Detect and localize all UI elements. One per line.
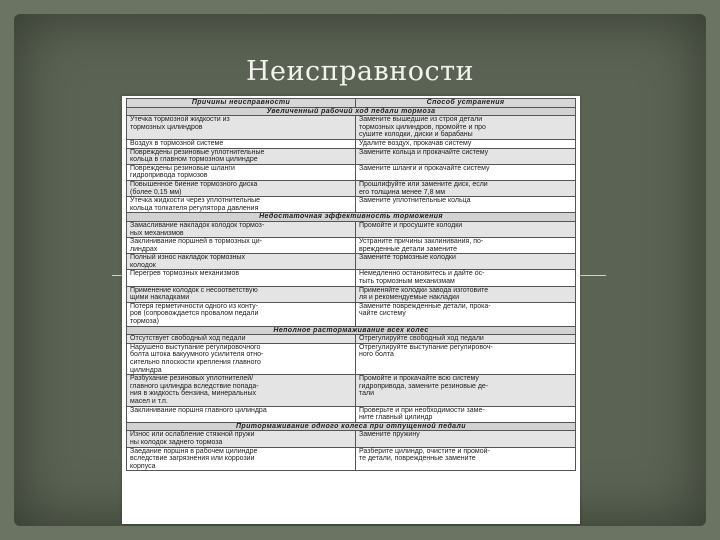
left-divider-line <box>112 275 122 276</box>
remedy-cell: Замените вышедшие из строя детали тормозных цилиндров, промойте и про сушите колодки, диски и барабаны <box>356 116 576 140</box>
cause-cell: Утечка жидкости через уплотнительные кольца толкателя регулятора давления <box>127 197 356 213</box>
table-row <box>127 431 576 447</box>
cause-cell: Применение колодок с несоответствую щими накладками <box>127 286 356 302</box>
faults-table <box>126 98 576 471</box>
cause-cell: Перегрев тормозных механизмов <box>127 270 356 286</box>
slide-title: Неисправности <box>245 56 475 87</box>
cause-cell: Повреждены резиновые шланги гидропривода тормозов <box>127 164 356 180</box>
table-row <box>127 406 576 422</box>
cause-cell: Заедание поршня в рабочем цилиндре вследствие загрязнения или коррозии корпуса <box>127 447 356 471</box>
remedy-cell: Промойте и просушите колодки <box>356 221 576 237</box>
remedy-cell: Разберите цилиндр, очистите и промой- те детали, поврежденные замените <box>356 447 576 471</box>
section-title: Неполное растормаживание всех колес <box>127 326 576 335</box>
remedy-cell: Проверьте и при необходимости заме- ните главный цилиндр <box>356 406 576 422</box>
cause-cell: Потеря герметичности одного из конту- ров (сопровождается провалом педали тормоза) <box>127 302 356 326</box>
cause-cell: Утечка тормозной жидкости из тормозных цилиндров <box>127 116 356 140</box>
table-row <box>127 375 576 406</box>
remedy-cell: Промойте и прокачайте всю систему гидропривода, замените резиновые де- тали <box>356 375 576 406</box>
remedy-cell: Замените поврежденные детали, прока- чайте систему <box>356 302 576 326</box>
cause-cell: Разбухание резиновых уплотнителей/ главного цилиндра вследствие попада- ния в жидкость бензина, минеральных масел и т.п. <box>127 375 356 406</box>
table-row <box>127 286 576 302</box>
remedy-cell: Устраните причины заклинивания, по- врежденные детали замените <box>356 238 576 254</box>
cause-cell: Заклинивание поршней в тормозных ци- линдрах <box>127 238 356 254</box>
cause-cell: Нарушено выступание регулировочного болта штока вакуумного усилителя отно- сительно плоскости крепления главного цилиндра <box>127 343 356 374</box>
section-header-row <box>127 107 576 116</box>
column-header-remedy: Способ устранения <box>356 99 576 108</box>
table-row <box>127 221 576 237</box>
section-title: Притормаживание одного колеса при отпущенной педали <box>127 422 576 431</box>
remedy-cell: Замените тормозные колодки <box>356 254 576 270</box>
remedy-cell: Замените уплотнительные кольца <box>356 197 576 213</box>
section-header-row <box>127 213 576 222</box>
cause-cell: Полный износ накладок тормозных колодок <box>127 254 356 270</box>
cause-cell: Износ или ослабление стяжной пружи ны колодок заднего тормоза <box>127 431 356 447</box>
remedy-cell: Прошлифуйте или замените диск, если его толщина менее 7,8 мм <box>356 180 576 196</box>
table-row <box>127 139 576 148</box>
table-row <box>127 447 576 471</box>
section-title: Увеличенный рабочий ход педали тормоза <box>127 107 576 116</box>
table-row <box>127 335 576 344</box>
table-row <box>127 343 576 374</box>
table-row <box>127 238 576 254</box>
cause-cell: Воздух в тормозной системе <box>127 139 356 148</box>
cause-cell: Отсутствует свободный ход педали <box>127 335 356 344</box>
table-row <box>127 148 576 164</box>
faults-table-image <box>122 96 580 524</box>
remedy-cell: Замените шланги и прокачайте систему <box>356 164 576 180</box>
remedy-cell: Отрегулируйте выступание регулировоч- ного болта <box>356 343 576 374</box>
section-title: Недостаточная эффективность торможения <box>127 213 576 222</box>
cause-cell: Замасливание накладок колодок тормоз- ных механизмов <box>127 221 356 237</box>
table-header-row <box>127 99 576 108</box>
table-row <box>127 270 576 286</box>
remedy-cell: Отрегулируйте свободный ход педали <box>356 335 576 344</box>
right-divider-line <box>580 275 606 276</box>
cause-cell: Повышенное биение тормозного диска (более 0,15 мм) <box>127 180 356 196</box>
table-row <box>127 180 576 196</box>
remedy-cell: Удалите воздух, прокачав систему <box>356 139 576 148</box>
remedy-cell: Немедленно остановитесь и дайте ос- тыть тормозным механизмам <box>356 270 576 286</box>
section-header-row <box>127 326 576 335</box>
remedy-cell: Замените пружину <box>356 431 576 447</box>
remedy-cell: Замените кольца и прокачайте систему <box>356 148 576 164</box>
table-row <box>127 302 576 326</box>
column-header-causes: Причины неисправности <box>127 99 356 108</box>
cause-cell: Заклинивание поршня главного цилиндра <box>127 406 356 422</box>
remedy-cell: Применяйте колодки завода изготовите ля и рекомендуемые накладки <box>356 286 576 302</box>
table-row <box>127 116 576 140</box>
section-header-row <box>127 422 576 431</box>
table-row <box>127 254 576 270</box>
cause-cell: Повреждены резиновые уплотнительные кольца в главном тормозном цилиндре <box>127 148 356 164</box>
table-row <box>127 197 576 213</box>
table-row <box>127 164 576 180</box>
